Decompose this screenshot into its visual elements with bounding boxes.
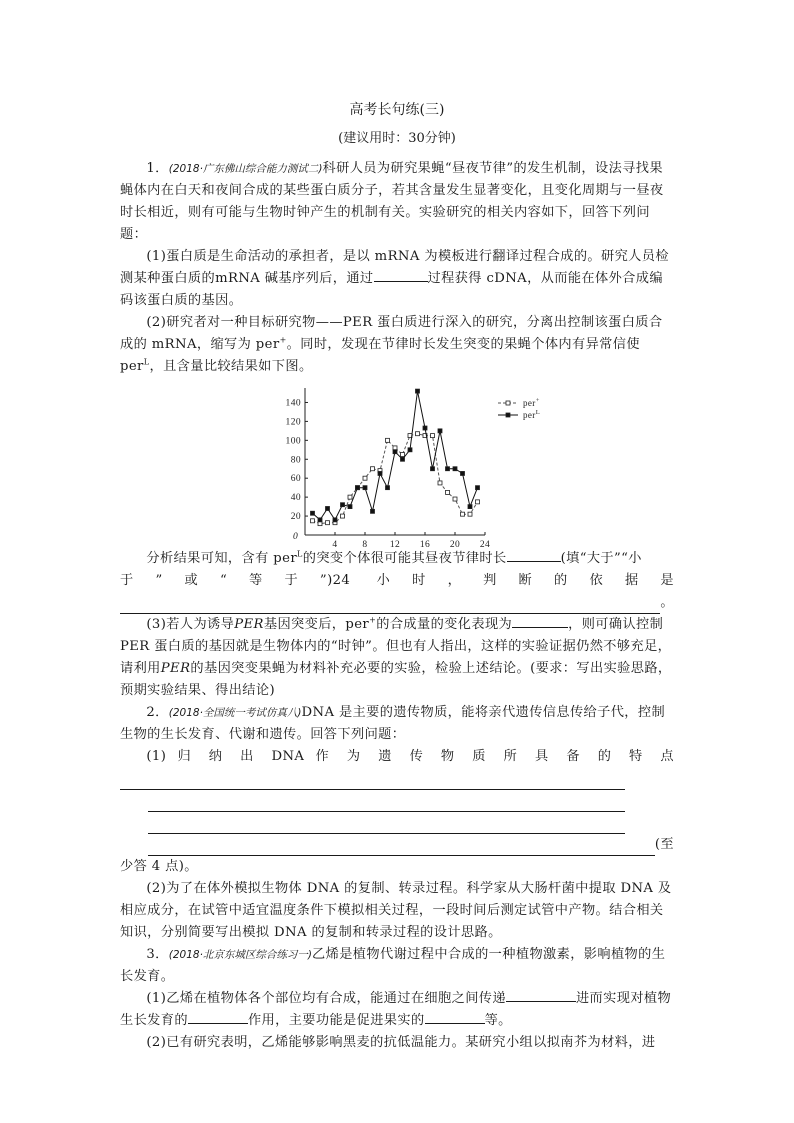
data-point xyxy=(386,486,390,490)
q2-part1: (1) 归 纳 出 DNA 作 为 遗 传 物 质 所 具 备 的 特 点 xyxy=(146,749,674,764)
x-tick-label: 4 xyxy=(332,540,338,548)
data-point xyxy=(363,476,367,480)
per-content-chart xyxy=(275,378,615,548)
q3-intro: 3．(2018·北京东城区综合练习一)乙烯是植物代谢过程中合成的一种植物激素，影响植物的生长发育。 xyxy=(120,947,666,984)
q1-part3: (3)若人为诱导PER基因突变后，per+的合成量的变化表现为 ，则可确认控制 PER 蛋白质的基因就是生物体内的“时钟”。但也有人指出，这样的实验证据仍然不够充足，请利用PER的基因突变果蝇为材料补充必要的实验，检验上述结论。(要求：写出实验思路，预期实验结果、得出结论) xyxy=(120,615,672,698)
data-point xyxy=(476,486,480,490)
data-point xyxy=(386,438,390,442)
data-point xyxy=(416,389,420,393)
answer-line[interactable] xyxy=(148,838,655,856)
question-body xyxy=(120,158,674,1054)
q1-part1: (1)蛋白质是生命活动的承担者，是以 mRNA 为模板进行翻译过程合成的。研究人员检测某种蛋白质的mRNA 碱基序列后，通过 过程获得 cDNA，从而能在体外合成编码该蛋白质的基因。 xyxy=(120,249,669,308)
q1-analysis: 分析结果可知，含有 per$^L$的突变个体很可能其昼夜节律时长 (填“大于”“小 xyxy=(146,549,642,566)
q1-intro: 1．(2018·广东佛山综合能力测试二)科研人员为研究果蝇“昼夜节律”的发生机制，设法寻找果蝇体内在白天和夜间合成的某些蛋白质分子，若其含量发生显著变化，且变化周期与一昼夜时长相近，则有可能与生物时钟产生的机制有关。实验研究的相关内容如下，回答下列问题： xyxy=(120,161,664,242)
answer-line[interactable] xyxy=(120,596,660,614)
q1-part2: (2)研究者对一种目标研究物——PER 蛋白质进行深入的研究，分离出控制该蛋白质合成的 mRNA，缩写为 per+。同时，发现在节律时长发生突变的果蝇个体内有异常信使 per$^L$，且含量比较结果如下图。 xyxy=(120,315,663,374)
data-point xyxy=(461,471,465,475)
y-tick-label: 60 xyxy=(290,474,301,485)
y-tick-label: 80 xyxy=(290,455,301,466)
x-tick-label: 16 xyxy=(419,540,431,548)
data-point xyxy=(423,426,427,430)
page-title: 高考长句练(三) xyxy=(349,102,445,118)
q1-analysis-line3: 。 xyxy=(120,592,674,614)
data-point xyxy=(446,490,450,494)
data-point xyxy=(468,505,472,509)
answer-line[interactable] xyxy=(148,790,625,812)
answer-blank[interactable] xyxy=(507,548,561,562)
legend-label: per$^L$ xyxy=(523,409,541,420)
data-point xyxy=(438,481,442,485)
answer-blank[interactable] xyxy=(188,1010,248,1024)
q3-source: (2018·北京东城区综合练习一) xyxy=(168,949,313,961)
data-point xyxy=(371,467,375,471)
data-point xyxy=(318,518,322,522)
answer-line[interactable] xyxy=(148,812,625,834)
y-tick-label: 120 xyxy=(285,417,301,428)
data-point xyxy=(326,506,330,510)
answer-line[interactable] xyxy=(120,768,625,790)
data-point xyxy=(431,434,435,438)
q1-analysis-line2: 于”或“等于”)24 小时，判断的依据是 xyxy=(120,573,674,588)
data-point xyxy=(371,509,375,513)
data-point xyxy=(446,467,450,471)
q1-source: (2018·广东佛山综合能力测试二) xyxy=(168,163,323,175)
data-point xyxy=(326,521,330,525)
data-point xyxy=(476,500,480,504)
origin-label: 0 xyxy=(293,532,299,542)
figure-container xyxy=(120,378,674,548)
x-tick-label: 12 xyxy=(389,540,401,548)
q2-part1-end: (至 xyxy=(120,834,674,856)
data-point xyxy=(401,453,405,457)
data-point xyxy=(431,467,435,471)
y-tick-label: 40 xyxy=(290,493,301,504)
y-tick-label: 140 xyxy=(285,398,301,409)
data-point xyxy=(341,503,345,507)
data-point xyxy=(393,450,397,454)
y-tick-label: 100 xyxy=(285,436,301,447)
data-point xyxy=(311,511,315,515)
data-point xyxy=(461,512,465,516)
legend-label: per+ xyxy=(523,397,540,408)
data-point xyxy=(311,519,315,523)
data-point xyxy=(341,514,345,518)
q2-part2: (2)为了在体外模拟生物体 DNA 的复制、转录过程。科学家从大肠杆菌中提取 DNA 及相应成分，在试管中适宜温度条件下模拟相关过程，一段时间后测定试管中产物。结合相关知识，分别简要写出模拟 DNA 的复制和转录过程的设计思路。 xyxy=(120,881,672,940)
answer-blank[interactable] xyxy=(506,988,576,1002)
data-point xyxy=(363,486,367,490)
y-tick-label: 20 xyxy=(290,512,301,523)
q2-intro: 2．(2018·全国统一考试仿真八)DNA 是主要的遗传物质，能将亲代遗传信息传给子代，控制生物的生长发育、代谢和遗传。回答下列问题： xyxy=(120,705,666,742)
data-point xyxy=(453,497,457,501)
data-point xyxy=(453,467,457,471)
answer-blank[interactable] xyxy=(425,1010,485,1024)
x-tick-label: 20 xyxy=(449,540,461,548)
data-point xyxy=(468,512,472,516)
data-point xyxy=(348,495,352,499)
data-point xyxy=(356,486,360,490)
data-point xyxy=(378,471,382,475)
data-point xyxy=(333,518,337,522)
data-point xyxy=(401,457,405,461)
q3-part1: (1)乙烯在植物体各个部位均有合成，能通过在细胞之间传递 进而实现对植物生长发育的 作用，主要功能是促进果实的 等。 xyxy=(120,988,674,1032)
time-hint: (建议用时：30分钟) xyxy=(338,131,456,146)
q2-source: (2018·全国统一考试仿真八) xyxy=(168,707,302,719)
data-point xyxy=(438,429,442,433)
x-tick-label: 8 xyxy=(362,540,368,548)
legend-marker xyxy=(506,413,510,417)
q2-part1-cont: 少答 4 点)。 xyxy=(120,859,198,874)
answer-blank[interactable] xyxy=(374,268,428,282)
data-point xyxy=(348,505,352,509)
answer-blank[interactable] xyxy=(512,614,568,628)
data-point xyxy=(416,432,420,436)
data-point xyxy=(408,448,412,452)
legend-marker xyxy=(506,401,510,405)
x-tick-label: 24 xyxy=(479,540,491,548)
q3-part2: (2)已有研究表明，乙烯能够影响黑麦的抗低温能力。某研究小组以拟南芥为材料，进 xyxy=(146,1035,656,1050)
